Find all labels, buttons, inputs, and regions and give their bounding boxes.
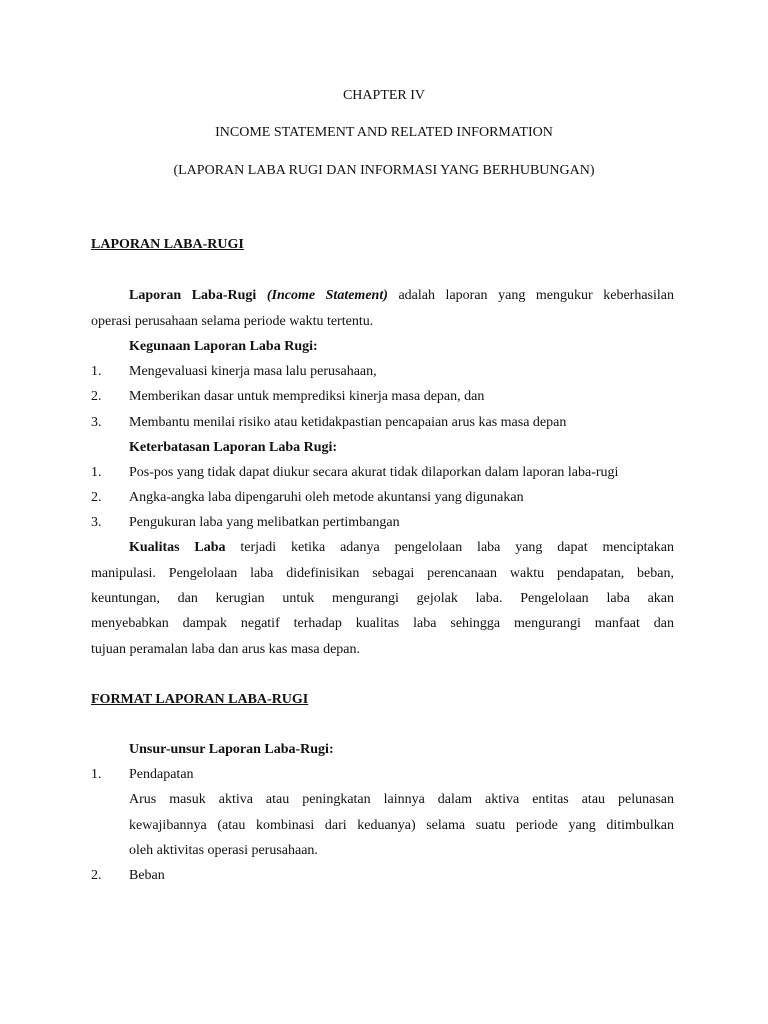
list-item-number: 2.	[91, 868, 102, 883]
list-item-number: 2.	[91, 490, 102, 505]
list-item-pendapatan: Pendapatan	[129, 767, 194, 782]
kualitas-line1-rest: terjadi ketika adanya pengelolaan laba yang dapat menciptakan	[225, 540, 674, 555]
chapter-number: CHAPTER IV	[342, 88, 426, 103]
section-heading-format-laporan: FORMAT LAPORAN LABA-RUGI	[91, 692, 309, 707]
unsur-heading: Unsur-unsur Laporan Laba-Rugi:	[129, 742, 334, 757]
kualitas-paragraph-line2: manipulasi. Pengelolaan laba didefinisikan sebagai perencanaan waktu pendapatan, beban,	[91, 566, 674, 581]
list-item: Angka-angka laba dipengaruhi oleh metode akuntansi yang digunakan	[129, 490, 524, 505]
intro-paragraph-line1	[129, 287, 674, 305]
list-item-beban: Beban	[129, 868, 165, 883]
list-item: Memberikan dasar untuk memprediksi kinerja masa depan, dan	[129, 389, 485, 404]
intro-paragraph-line2: operasi perusahaan selama periode waktu tertentu.	[91, 314, 374, 329]
kualitas-paragraph-line4: menyebabkan dampak negatif terhadap kualitas laba sehingga mengurangi manfaat dan	[91, 616, 674, 631]
kualitas-term: Kualitas Laba	[129, 540, 226, 555]
intro-line1-rest: adalah laporan yang mengukur keberhasilan	[387, 288, 674, 303]
pendapatan-desc-line2: kewajibannya (atau kombinasi dari keduanya) selama suatu periode yang ditimbulkan	[129, 818, 674, 833]
pendapatan-desc-line1: Arus masuk aktiva atau peningkatan lainnya dalam aktiva entitas atau pelunasan	[129, 792, 674, 807]
intro-term: Laporan Laba-Rugi	[129, 288, 257, 303]
list-item: Mengevaluasi kinerja masa lalu perusahaan,	[129, 364, 377, 379]
list-item-number: 3.	[91, 415, 102, 430]
intro-term-en: (Income Statement)	[266, 288, 388, 303]
keterbatasan-heading: Keterbatasan Laporan Laba Rugi:	[129, 440, 338, 455]
chapter-subtitle: (LAPORAN LABA RUGI DAN INFORMASI YANG BERHUBUNGAN)	[173, 163, 595, 178]
kualitas-paragraph-line1	[129, 539, 674, 557]
kualitas-paragraph-line5: tujuan peramalan laba dan arus kas masa depan.	[91, 642, 361, 657]
chapter-title: INCOME STATEMENT AND RELATED INFORMATION	[215, 125, 553, 140]
kegunaan-heading: Kegunaan Laporan Laba Rugi:	[129, 339, 318, 354]
list-item-number: 2.	[91, 389, 102, 404]
kualitas-paragraph-line3: keuntungan, dan kerugian untuk mengurangi gejolak laba. Pengelolaan laba akan	[91, 591, 674, 606]
list-item: Membantu menilai risiko atau ketidakpastian pencapaian arus kas masa depan	[129, 415, 567, 430]
list-item-number: 3.	[91, 515, 102, 530]
list-item-number: 1.	[91, 465, 102, 480]
list-item: Pos-pos yang tidak dapat diukur secara akurat tidak dilaporkan dalam laporan laba-rugi	[129, 465, 619, 480]
list-item: Pengukuran laba yang melibatkan pertimbangan	[129, 515, 400, 530]
list-item-number: 1.	[91, 364, 102, 379]
section-heading-laporan-laba-rugi: LAPORAN LABA-RUGI	[91, 237, 244, 252]
pendapatan-desc-line3: oleh aktivitas operasi perusahaan.	[129, 843, 318, 858]
list-item-number: 1.	[91, 767, 102, 782]
